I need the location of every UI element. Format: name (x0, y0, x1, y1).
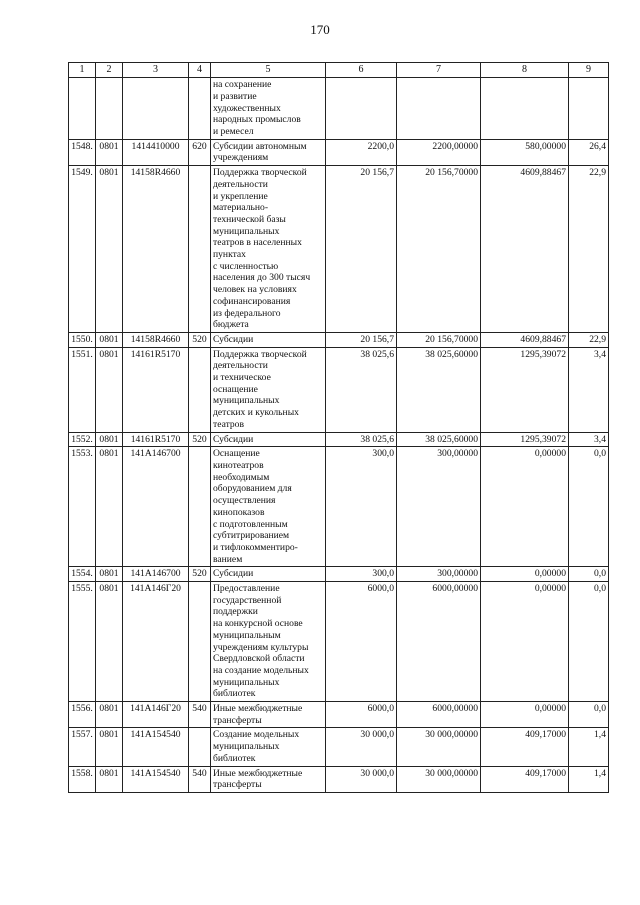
description-cell: Иные межбюджетные трансферты (211, 702, 326, 728)
plan-amount-cell: 20 156,70000 (397, 332, 481, 347)
section-code-cell: 0801 (96, 166, 123, 333)
target-article-cell: 14161R5170 (123, 432, 189, 447)
col-header-8: 8 (481, 63, 569, 78)
header-row (69, 63, 609, 78)
description-cell: Субсидии (211, 332, 326, 347)
target-article-cell: 141A146700 (123, 447, 189, 567)
target-article-cell: 14158R4660 (123, 332, 189, 347)
approved-amount-cell: 6000,0 (326, 702, 397, 728)
expense-type-cell (189, 582, 211, 702)
approved-amount-cell: 300,0 (326, 567, 397, 582)
col-header-5: 5 (211, 63, 326, 78)
row-number-cell: 1558. (69, 766, 96, 792)
approved-amount-cell: 300,0 (326, 447, 397, 567)
description-cell: Иные межбюджетные трансферты (211, 766, 326, 792)
page-number: 170 (310, 22, 330, 37)
budget-table (68, 62, 609, 793)
table-row (69, 78, 609, 140)
col-header-9: 9 (569, 63, 609, 78)
col-header-6: 6 (326, 63, 397, 78)
section-code-cell: 0801 (96, 702, 123, 728)
target-article-cell: 14158R4660 (123, 166, 189, 333)
col-header-4: 4 (189, 63, 211, 78)
row-number-cell: 1557. (69, 728, 96, 766)
percent-cell: 26,4 (569, 139, 609, 165)
description-cell: Субсидии (211, 567, 326, 582)
plan-amount-cell: 2200,00000 (397, 139, 481, 165)
executed-amount-cell: 0,00000 (481, 702, 569, 728)
percent-cell: 22,9 (569, 166, 609, 333)
section-code-cell: 0801 (96, 728, 123, 766)
percent-cell: 1,4 (569, 766, 609, 792)
percent-cell: 22,9 (569, 332, 609, 347)
expense-type-cell: 520 (189, 432, 211, 447)
section-code-cell: 0801 (96, 432, 123, 447)
section-code-cell: 0801 (96, 567, 123, 582)
expense-type-cell (189, 166, 211, 333)
expense-type-cell: 520 (189, 332, 211, 347)
percent-cell (569, 78, 609, 140)
target-article-cell: 14161R5170 (123, 347, 189, 432)
expense-type-cell: 520 (189, 567, 211, 582)
row-number-cell: 1552. (69, 432, 96, 447)
approved-amount-cell: 30 000,0 (326, 766, 397, 792)
table-row (69, 567, 609, 582)
target-article-cell: 141A154540 (123, 766, 189, 792)
percent-cell: 3,4 (569, 432, 609, 447)
executed-amount-cell: 1295,39072 (481, 347, 569, 432)
description-cell: Субсидии (211, 432, 326, 447)
approved-amount-cell: 38 025,6 (326, 347, 397, 432)
plan-amount-cell: 38 025,60000 (397, 347, 481, 432)
row-number-cell: 1550. (69, 332, 96, 347)
plan-amount-cell: 300,00000 (397, 567, 481, 582)
executed-amount-cell: 0,00000 (481, 567, 569, 582)
target-article-cell: 141A146700 (123, 567, 189, 582)
percent-cell: 0,0 (569, 447, 609, 567)
percent-cell: 1,4 (569, 728, 609, 766)
approved-amount-cell: 20 156,7 (326, 166, 397, 333)
plan-amount-cell (397, 78, 481, 140)
approved-amount-cell: 2200,0 (326, 139, 397, 165)
percent-cell: 0,0 (569, 567, 609, 582)
approved-amount-cell: 20 156,7 (326, 332, 397, 347)
executed-amount-cell: 4609,88467 (481, 332, 569, 347)
description-cell: Поддержка творческой деятельности и укрепление материально- технической базы муниципальных театров в населенных пунктах с численностью населения до 300 тысяч человек на условиях софинансирования из федерального бюджета (211, 166, 326, 333)
executed-amount-cell: 409,17000 (481, 728, 569, 766)
table-row (69, 332, 609, 347)
target-article-cell (123, 78, 189, 140)
approved-amount-cell: 30 000,0 (326, 728, 397, 766)
executed-amount-cell: 0,00000 (481, 582, 569, 702)
expense-type-cell (189, 447, 211, 567)
expense-type-cell: 620 (189, 139, 211, 165)
section-code-cell: 0801 (96, 766, 123, 792)
target-article-cell: 141A154540 (123, 728, 189, 766)
row-number-cell: 1556. (69, 702, 96, 728)
target-article-cell: 141A146Г20 (123, 582, 189, 702)
row-number-cell: 1554. (69, 567, 96, 582)
plan-amount-cell: 30 000,00000 (397, 766, 481, 792)
col-header-1: 1 (69, 63, 96, 78)
section-code-cell: 0801 (96, 447, 123, 567)
description-cell: Предоставление государственной поддержки на конкурсной основе муниципальным учреждениям культуры Свердловской области на создание модельных муниципальных библиотек (211, 582, 326, 702)
section-code-cell: 0801 (96, 347, 123, 432)
executed-amount-cell (481, 78, 569, 140)
target-article-cell: 141A146Г20 (123, 702, 189, 728)
row-number-cell: 1548. (69, 139, 96, 165)
table-row (69, 766, 609, 792)
col-header-2: 2 (96, 63, 123, 78)
approved-amount-cell: 6000,0 (326, 582, 397, 702)
plan-amount-cell: 20 156,70000 (397, 166, 481, 333)
table-row (69, 166, 609, 333)
expense-type-cell: 540 (189, 766, 211, 792)
row-number-cell: 1551. (69, 347, 96, 432)
expense-type-cell (189, 347, 211, 432)
plan-amount-cell: 300,00000 (397, 447, 481, 567)
section-code-cell: 0801 (96, 139, 123, 165)
table-body (69, 78, 609, 793)
section-code-cell: 0801 (96, 582, 123, 702)
executed-amount-cell: 1295,39072 (481, 432, 569, 447)
table-row (69, 139, 609, 165)
plan-amount-cell: 30 000,00000 (397, 728, 481, 766)
percent-cell: 3,4 (569, 347, 609, 432)
executed-amount-cell: 4609,88467 (481, 166, 569, 333)
target-article-cell: 1414410000 (123, 139, 189, 165)
table-row (69, 347, 609, 432)
table-row (69, 582, 609, 702)
table-row (69, 728, 609, 766)
approved-amount-cell (326, 78, 397, 140)
executed-amount-cell: 580,00000 (481, 139, 569, 165)
row-number-cell (69, 78, 96, 140)
percent-cell: 0,0 (569, 702, 609, 728)
expense-type-cell: 540 (189, 702, 211, 728)
executed-amount-cell: 0,00000 (481, 447, 569, 567)
plan-amount-cell: 38 025,60000 (397, 432, 481, 447)
row-number-cell: 1553. (69, 447, 96, 567)
description-cell: Субсидии автономным учреждениям (211, 139, 326, 165)
table-row (69, 447, 609, 567)
description-cell: Оснащение кинотеатров необходимым оборудованием для осуществления кинопоказов с подготовленным субтитрированием и тифлокомментиро- ванием (211, 447, 326, 567)
description-cell: на сохранение и развитие художественных народных промыслов и ремесел (211, 78, 326, 140)
table-row (69, 702, 609, 728)
description-cell: Поддержка творческой деятельности и техническое оснащение муниципальных детских и кукольных театров (211, 347, 326, 432)
plan-amount-cell: 6000,00000 (397, 582, 481, 702)
section-code-cell: 0801 (96, 332, 123, 347)
col-header-3: 3 (123, 63, 189, 78)
expense-type-cell (189, 728, 211, 766)
approved-amount-cell: 38 025,6 (326, 432, 397, 447)
table-row (69, 432, 609, 447)
percent-cell: 0,0 (569, 582, 609, 702)
plan-amount-cell: 6000,00000 (397, 702, 481, 728)
row-number-cell: 1555. (69, 582, 96, 702)
description-cell: Создание модельных муниципальных библиотек (211, 728, 326, 766)
row-number-cell: 1549. (69, 166, 96, 333)
executed-amount-cell: 409,17000 (481, 766, 569, 792)
col-header-7: 7 (397, 63, 481, 78)
expense-type-cell (189, 78, 211, 140)
section-code-cell (96, 78, 123, 140)
